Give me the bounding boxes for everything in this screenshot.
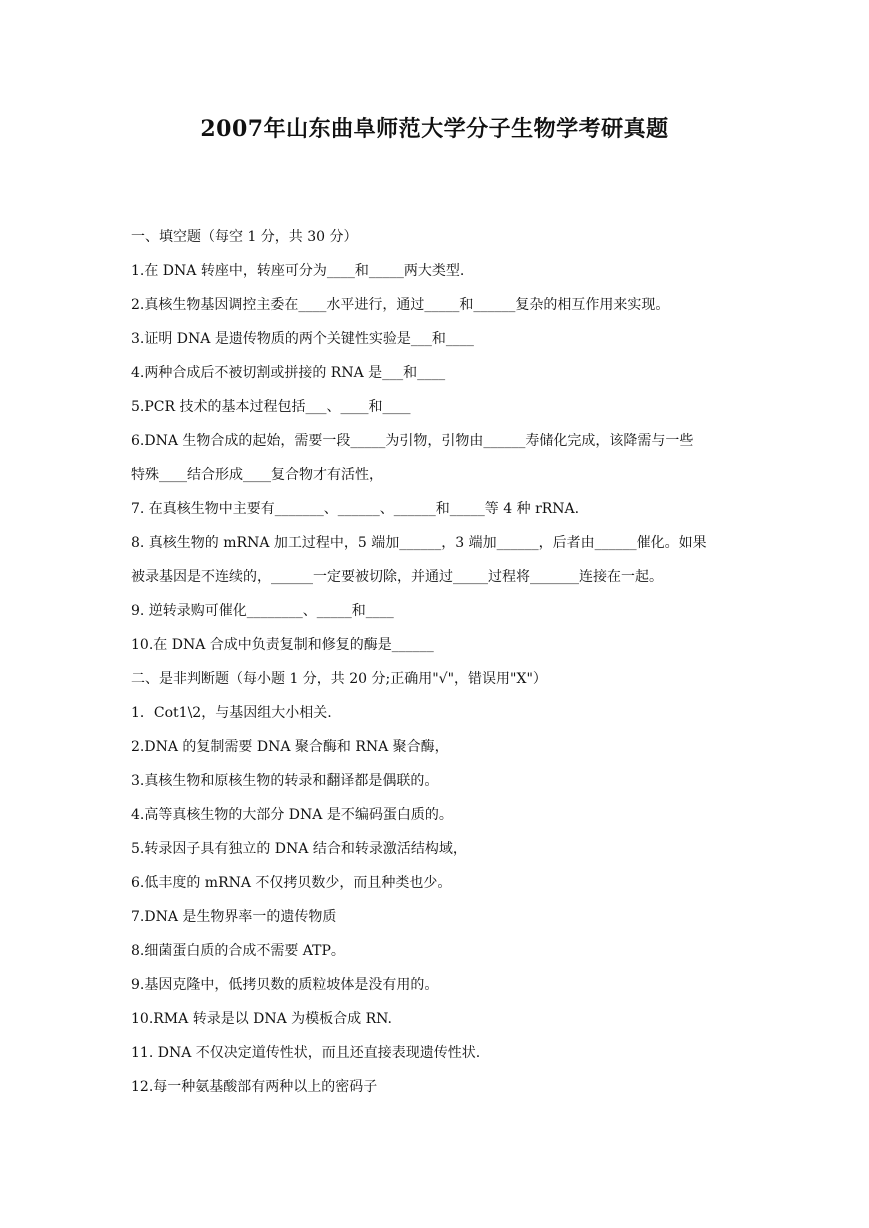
question-line: 2.真核生物基因调控主委在____水平进行，通过_____和______复杂的相互作用来实现。 xyxy=(131,297,670,313)
question-line: 9. 逆转录购可催化________、_____和____ xyxy=(131,603,394,619)
question-line: 1．Cot1\2，与基因组大小相关. xyxy=(131,705,332,721)
document-title: 2007年山东曲阜师范大学分子生物学考研真题 xyxy=(200,116,669,142)
question-line: 10.在 DNA 合成中负责复制和修复的酶是______ xyxy=(131,637,434,653)
question-line: 8.细菌蛋白质的合成不需要 ATP。 xyxy=(131,943,345,959)
question-line: 4.两种合成后不被切割或拼接的 RNA 是___和____ xyxy=(131,365,446,381)
question-line: 特殊____结合形成____复合物才有活性， xyxy=(131,467,383,483)
question-line: 3.证明 DNA 是遗传物质的两个关键性实验是___和____ xyxy=(131,331,474,347)
question-line: 5.转录因子具有独立的 DNA 结合和转录激活结构域， xyxy=(131,841,467,857)
question-line: 3.真核生物和原核生物的转录和翻译都是偶联的。 xyxy=(131,773,439,789)
question-line: 8. 真核生物的 mRNA 加工过程中，5 端加______，3 端加______，后者由______催化。如果 xyxy=(131,535,707,551)
question-line: 被录基因是不连续的，______一定要被切除，并通过_____过程将_______连接在一起。 xyxy=(131,569,663,585)
question-line: 4.高等真核生物的大部分 DNA 是不编码蛋白质的。 xyxy=(131,807,453,823)
question-line: 2.DNA 的复制需要 DNA 聚合酶和 RNA 聚合酶， xyxy=(131,739,449,755)
section-heading-fill-blank: 一、填空题（每空 1 分，共 30 分） xyxy=(131,229,358,245)
question-line: 11. DNA 不仅决定道传性状，而且还直接表现遗传性状. xyxy=(131,1045,481,1061)
question-line: 7.DNA 是生物界率一的遗传物质 xyxy=(131,909,337,925)
question-line: 6.低丰度的 mRNA 不仅拷贝数少，而且种类也少。 xyxy=(131,875,452,891)
question-line: 1.在 DNA 转座中，转座可分为____和_____两大类型. xyxy=(131,263,465,279)
question-line: 7. 在真核生物中主要有_______、______、______和_____等 4 种 rRNA. xyxy=(131,501,580,517)
question-line: 12.每一种氨基酸部有两种以上的密码子 xyxy=(131,1079,378,1095)
question-line: 10.RMA 转录是以 DNA 为模板合成 RN. xyxy=(131,1011,392,1027)
question-line: 5.PCR 技术的基本过程包括___、____和____ xyxy=(131,399,411,415)
question-line: 9.基因克隆中，低拷贝数的质粒坡体是没有用的。 xyxy=(131,977,439,993)
section-heading-true-false: 二、是非判断题（每小题 1 分，共 20 分;正确用"√"，错误用"X"） xyxy=(131,671,547,687)
question-line: 6.DNA 生物合成的起始，需要一段_____为引物，引物由______寿储化完成，该降需与一些 xyxy=(131,433,694,449)
